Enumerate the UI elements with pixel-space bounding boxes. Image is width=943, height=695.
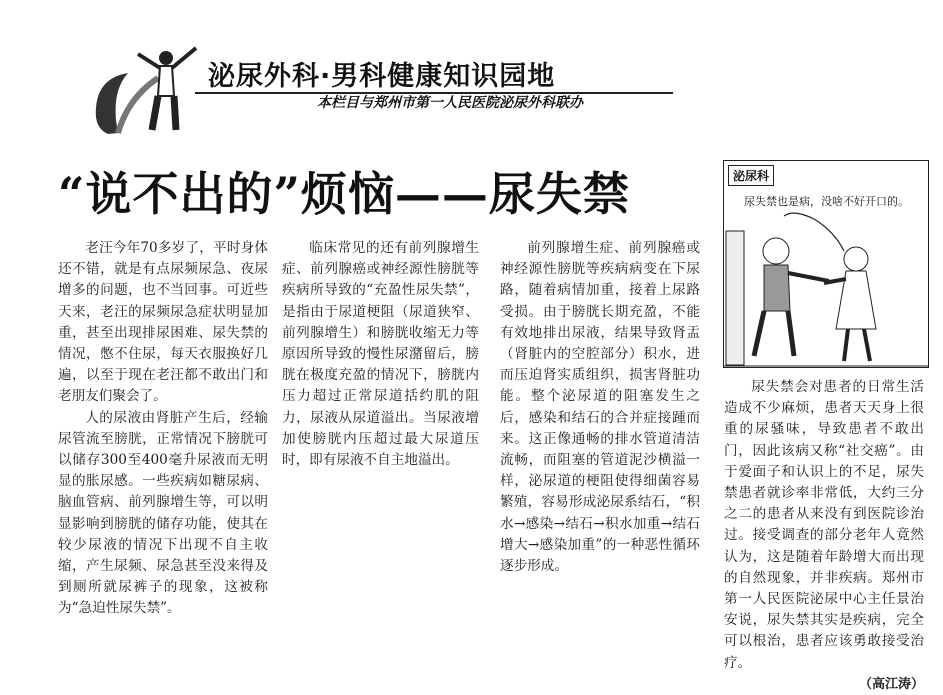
column-subtitle: 本栏目与郑州市第一人民医院泌尿外科联办: [317, 95, 583, 111]
paragraph-1: 老汪今年70多岁了，平时身体还不错，就是有点尿频尿急、夜尿增多的问题，也不当回事。可近些天来，老汪的尿频尿急症状明显加重，甚至出现排尿困难、尿失禁的情况，憋不住尿，每天衣服换好几遍，以至于现在老汪都不敢出门和老朋友们聚会了。: [58, 240, 268, 405]
column-logo-figure: [88, 38, 228, 144]
author-byline: （高江涛）: [858, 676, 924, 692]
article-headline: “说不出的”烦恼——尿失禁: [58, 167, 630, 221]
cartoon-tag: 泌尿科: [728, 165, 774, 186]
paragraph-2-text: 人的尿液由肾脏产生后，经输尿管流至膀胱，正常情况下膀胱可以储存300至400毫升尿液而无明显的胀尿感。一些疾病如糖尿病、脑血管病、前列腺增生等，可以明显影响到膀胱的储存功能，使其在较少尿液的情况下出现不自主收缩，产生尿频、尿急甚至没来得及到厕所就尿裤子的现象，这被称为“急迫性尿失禁”。: [58, 409, 268, 617]
column-title: 泌尿外科·男科健康知识园地: [208, 61, 556, 92]
paragraph-3: 临床常见的还有前列腺增生症、前列腺癌或神经源性膀胱等疾病所导致的“充盈性尿失禁”，是指由于尿道梗阻（尿道狭窄、前列腺增生）和膀胱收缩无力等原因所导致的慢性尿潴留后，膀胱在极度充盈的情况下，膀胱内压力超过正常尿道括约肌的阻力，尿液从尿道溢出。当尿液增加使膀胱内压超过最大尿道压时，即有尿液不自主地溢出。: [282, 240, 479, 469]
article-column-1: [58, 238, 268, 620]
article-column-4: [724, 377, 924, 695]
paragraph-5: 尿失禁会对患者的日常生活造成不少麻烦，患者天天身上很重的尿骚味，导致患者不敢出门，因此该病又称“社交癌”。由于爱面子和认识上的不足，尿失禁患者就诊率非常低，大约三分之二的患者从来没有到医院诊治过。接受调查的部分老年人竟然认为，这是随着年龄增大而出现的自然现象，并非疾病。郑州市第一人民医院泌尿中心主任景治安说，尿失禁其实是疾病，完全可以根治，患者应该勇敢接受治疗。: [724, 379, 924, 671]
cartoon-caption: 尿失禁也是病，没啥不好开口的。: [744, 195, 909, 208]
paragraph-4: 前列腺增生症、前列腺癌或神经源性膀胱等疾病病变在下尿路，随着病情加重，接着上尿路受损。由于膀胱长期充盈，不能有效地排出尿液，结果导致肾盂（肾脏内的空腔部分）积水，进而压迫肾实质组织，损害肾脏功能。整个泌尿道的阻塞发生之后，感染和结石的合并症接踵而来。这正像通畅的排水管道清洁流畅，而阻塞的管道泥沙横溢一样，泌尿道的梗阻使得细菌容易繁殖，容易形成泌尿系结石，“积水→感染→结石→积水加重→结石增大→感染加重”的一种恶性循环逐步形成。: [500, 240, 700, 575]
paragraph-2: [58, 408, 268, 620]
article-column-2: [282, 238, 479, 471]
cartoon-illustration: [724, 211, 929, 368]
cartoon-panel: [723, 160, 929, 368]
article-column-3: [500, 238, 700, 577]
